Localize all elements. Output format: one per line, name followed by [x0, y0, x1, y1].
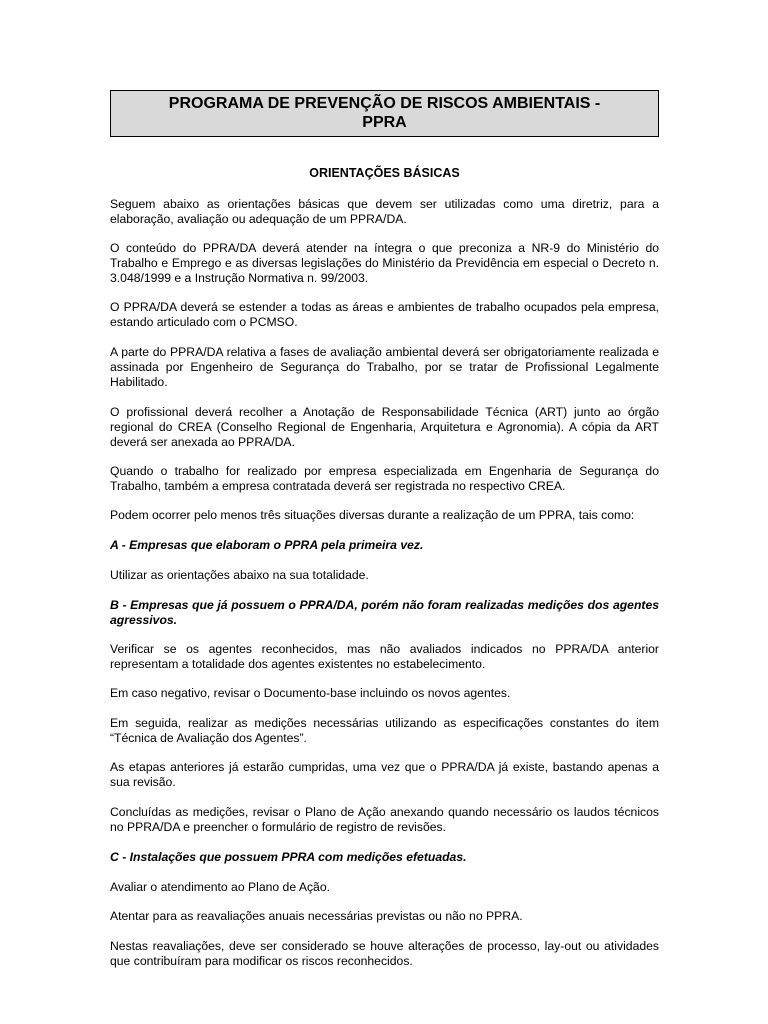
section-a-paragraph: Utilizar as orientações abaixo na sua totalidade.	[110, 568, 369, 582]
paragraph-engineer: A parte do PPRA/DA relativa a fases de avaliação ambiental deverá ser obrigatoriamente realizada e assinada por Engenheiro de Segurança do Trabalho, por se tratar de Profissional Legalmente Habilitado.	[110, 345, 659, 389]
paragraph-scope: O PPRA/DA deverá se estender a todas as áreas e ambientes de trabalho ocupados pela empresa, estando articulado com o PCMSO.	[110, 300, 659, 329]
section-b-paragraph-4: As etapas anteriores já estarão cumpridas, uma vez que o PPRA/DA já existe, bastando apenas a sua revisão.	[110, 760, 659, 789]
paragraph-company: Quando o trabalho for realizado por empresa especializada em Engenharia de Segurança do Trabalho, também a empresa contratada deverá ser registrada no respectivo CREA.	[110, 464, 659, 493]
paragraph-intro: Seguem abaixo as orientações básicas que devem ser utilizadas como uma diretriz, para a elaboração, avaliação ou adequação de um PPRA/DA.	[110, 197, 659, 226]
section-c-paragraph-1: Avaliar o atendimento ao Plano de Ação.	[110, 880, 330, 894]
paragraph-legislation: O conteúdo do PPRA/DA deverá atender na íntegra o que preconiza a NR-9 do Ministério do Trabalho e Emprego e as diversas legislações do Ministério da Previdência em especial o Decreto n. 3.048/1999 e a Instrução Normativa n. 99/2003.	[110, 241, 659, 285]
section-b-paragraph-2: Em caso negativo, revisar o Documento-base incluindo os novos agentes.	[110, 686, 511, 700]
section-b-paragraph-1: Verificar se os agentes reconhecidos, mas não avaliados indicados no PPRA/DA anterior representam a totalidade dos agentes existentes no estabelecimento.	[110, 642, 659, 671]
section-c-paragraph-2: Atentar para as reavaliações anuais necessárias previstas ou não no PPRA.	[110, 909, 523, 923]
paragraph-art: O profissional deverá recolher a Anotação de Responsabilidade Técnica (ART) junto ao órgão regional do CREA (Conselho Regional de Engenharia, Arquitetura e Agronomia). A cópia da ART deverá ser anexada ao PPRA/DA.	[110, 405, 659, 449]
section-b-paragraph-5: Concluídas as medições, revisar o Plano de Ação anexando quando necessário os laudos técnicos no PPRA/DA e preencher o formulário de registro de revisões.	[110, 805, 659, 834]
section-b-heading: B - Empresas que já possuem o PPRA/DA, porém não foram realizadas medições dos agentes agressivos.	[110, 598, 659, 627]
section-a-heading: A - Empresas que elaboram o PPRA pela primeira vez.	[110, 538, 424, 552]
paragraph-situations: Podem ocorrer pelo menos três situações diversas durante a realização de um PPRA, tais como:	[110, 508, 635, 522]
section-b-paragraph-3: Em seguida, realizar as medições necessárias utilizando as especificações constantes do item “Técnica de Avaliação dos Agentes”.	[110, 716, 659, 745]
document-page	[110, 90, 659, 181]
title-line-2: PPRA	[362, 114, 407, 131]
section-c-paragraph-3: Nestas reavaliações, deve ser considerado se houve alterações de processo, lay-out ou atividades que contribuíram para modificar os riscos reconhecidos.	[110, 939, 659, 968]
section-c-heading: C - Instalações que possuem PPRA com medições efetuadas.	[110, 850, 467, 864]
title-box	[110, 90, 659, 137]
subtitle: ORIENTAÇÕES BÁSICAS	[309, 166, 460, 180]
title-line-1: PROGRAMA DE PREVENÇÃO DE RISCOS AMBIENTAIS -	[168, 95, 601, 112]
